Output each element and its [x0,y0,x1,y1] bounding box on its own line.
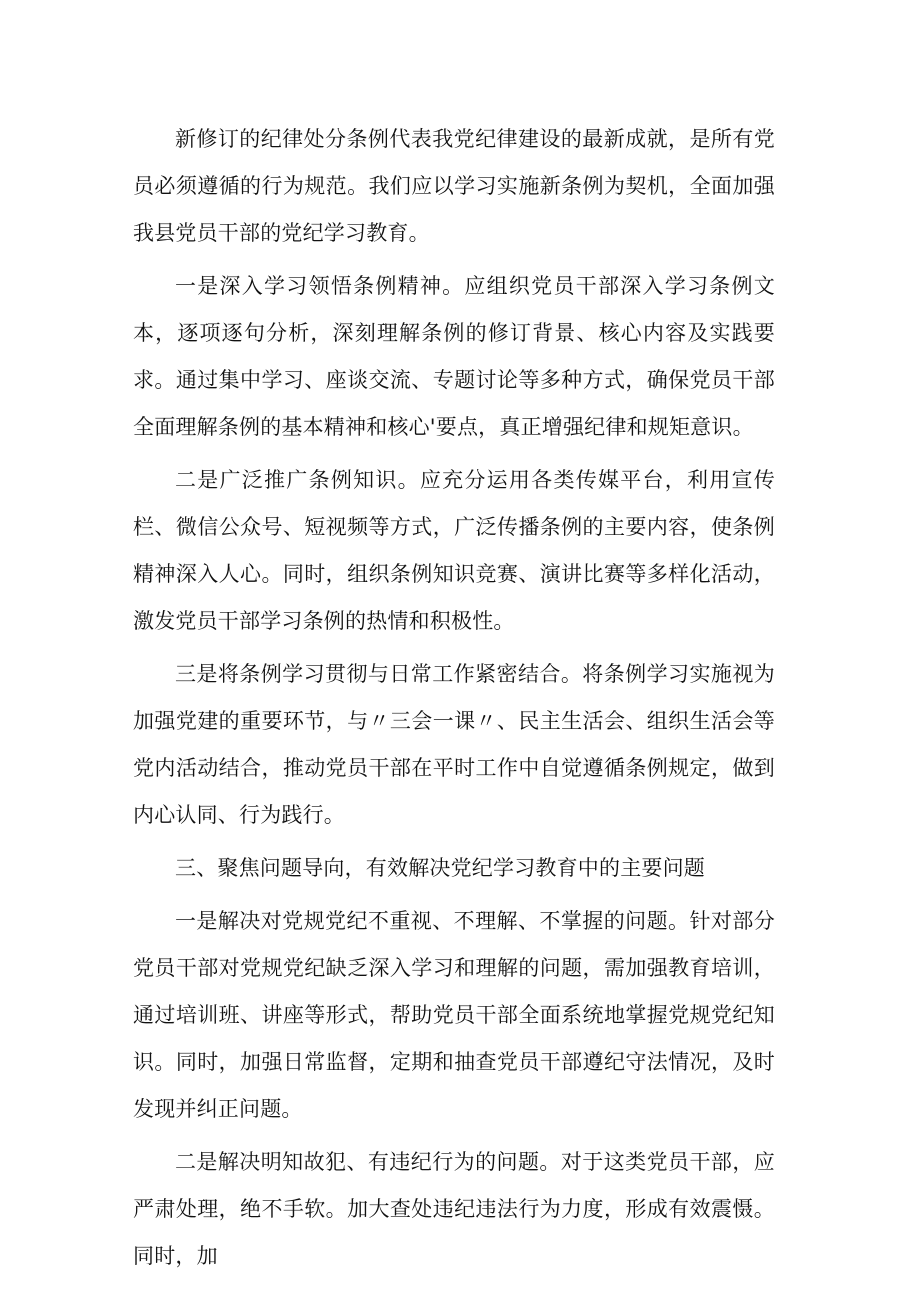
paragraph-point-2: 二是广泛推广条例知识。应充分运用各类传媒平台，利用宣传栏、微信公众号、短视频等方式，广泛传播条例的主要内容，使条例精神深入人心。同时，组织条例知识竞赛、演讲比赛等多样化活动，激发党员干部学习条例的热情和积极性。 [133,468,775,633]
paragraph-problem-1: 一是解决对党规党纪不重视、不理解、不掌握的问题。针对部分党员干部对党规党纪缺乏深入学习和理解的问题，需加强教育培训，通过培训班、讲座等形式，帮助党员干部全面系统地掌握党规党纪知识。同时，加强日常监督，定期和抽查党员干部遵纪守法情况，及时发现并纠正问题。 [133,909,775,1121]
section-heading-3: 三、聚焦问题导向，有效解决党纪学习教育中的主要问题 [175,856,705,880]
paragraph-point-1: 一是深入学习领悟条例精神。应组织党员干部深入学习条例文本，逐项逐句分析，深刻理解条例的修订背景、核心内容及实践要求。通过集中学习、座谈交流、专题讨论等多种方式，确保党员干部全面理解条例的基本精神和核心'要点，真正增强纪律和规矩意识。 [133,274,775,439]
paragraph-problem-2: 二是解决明知故犯、有违纪行为的问题。对于这类党员干部，应严肃处理，绝不手软。加大查处违纪违法行为力度，形成有效震慑。同时，加 [133,1150,775,1268]
paragraph-point-3: 三是将条例学习贯彻与日常工作紧密结合。将条例学习实施视为加强党建的重要环节，与〃三会一课〃、民主生活会、组织生活会等党内活动结合，推动党员干部在平时工作中自觉遵循条例规定，做到内心认同、行为践行。 [133,662,775,827]
document-body [133,116,775,1286]
paragraph-intro: 新修订的纪律处分条例代表我党纪律建设的最新成就，是所有党员必须遵循的行为规范。我们应以学习实施新条例为契机，全面加强我县党员干部的党纪学习教育。 [133,127,775,245]
